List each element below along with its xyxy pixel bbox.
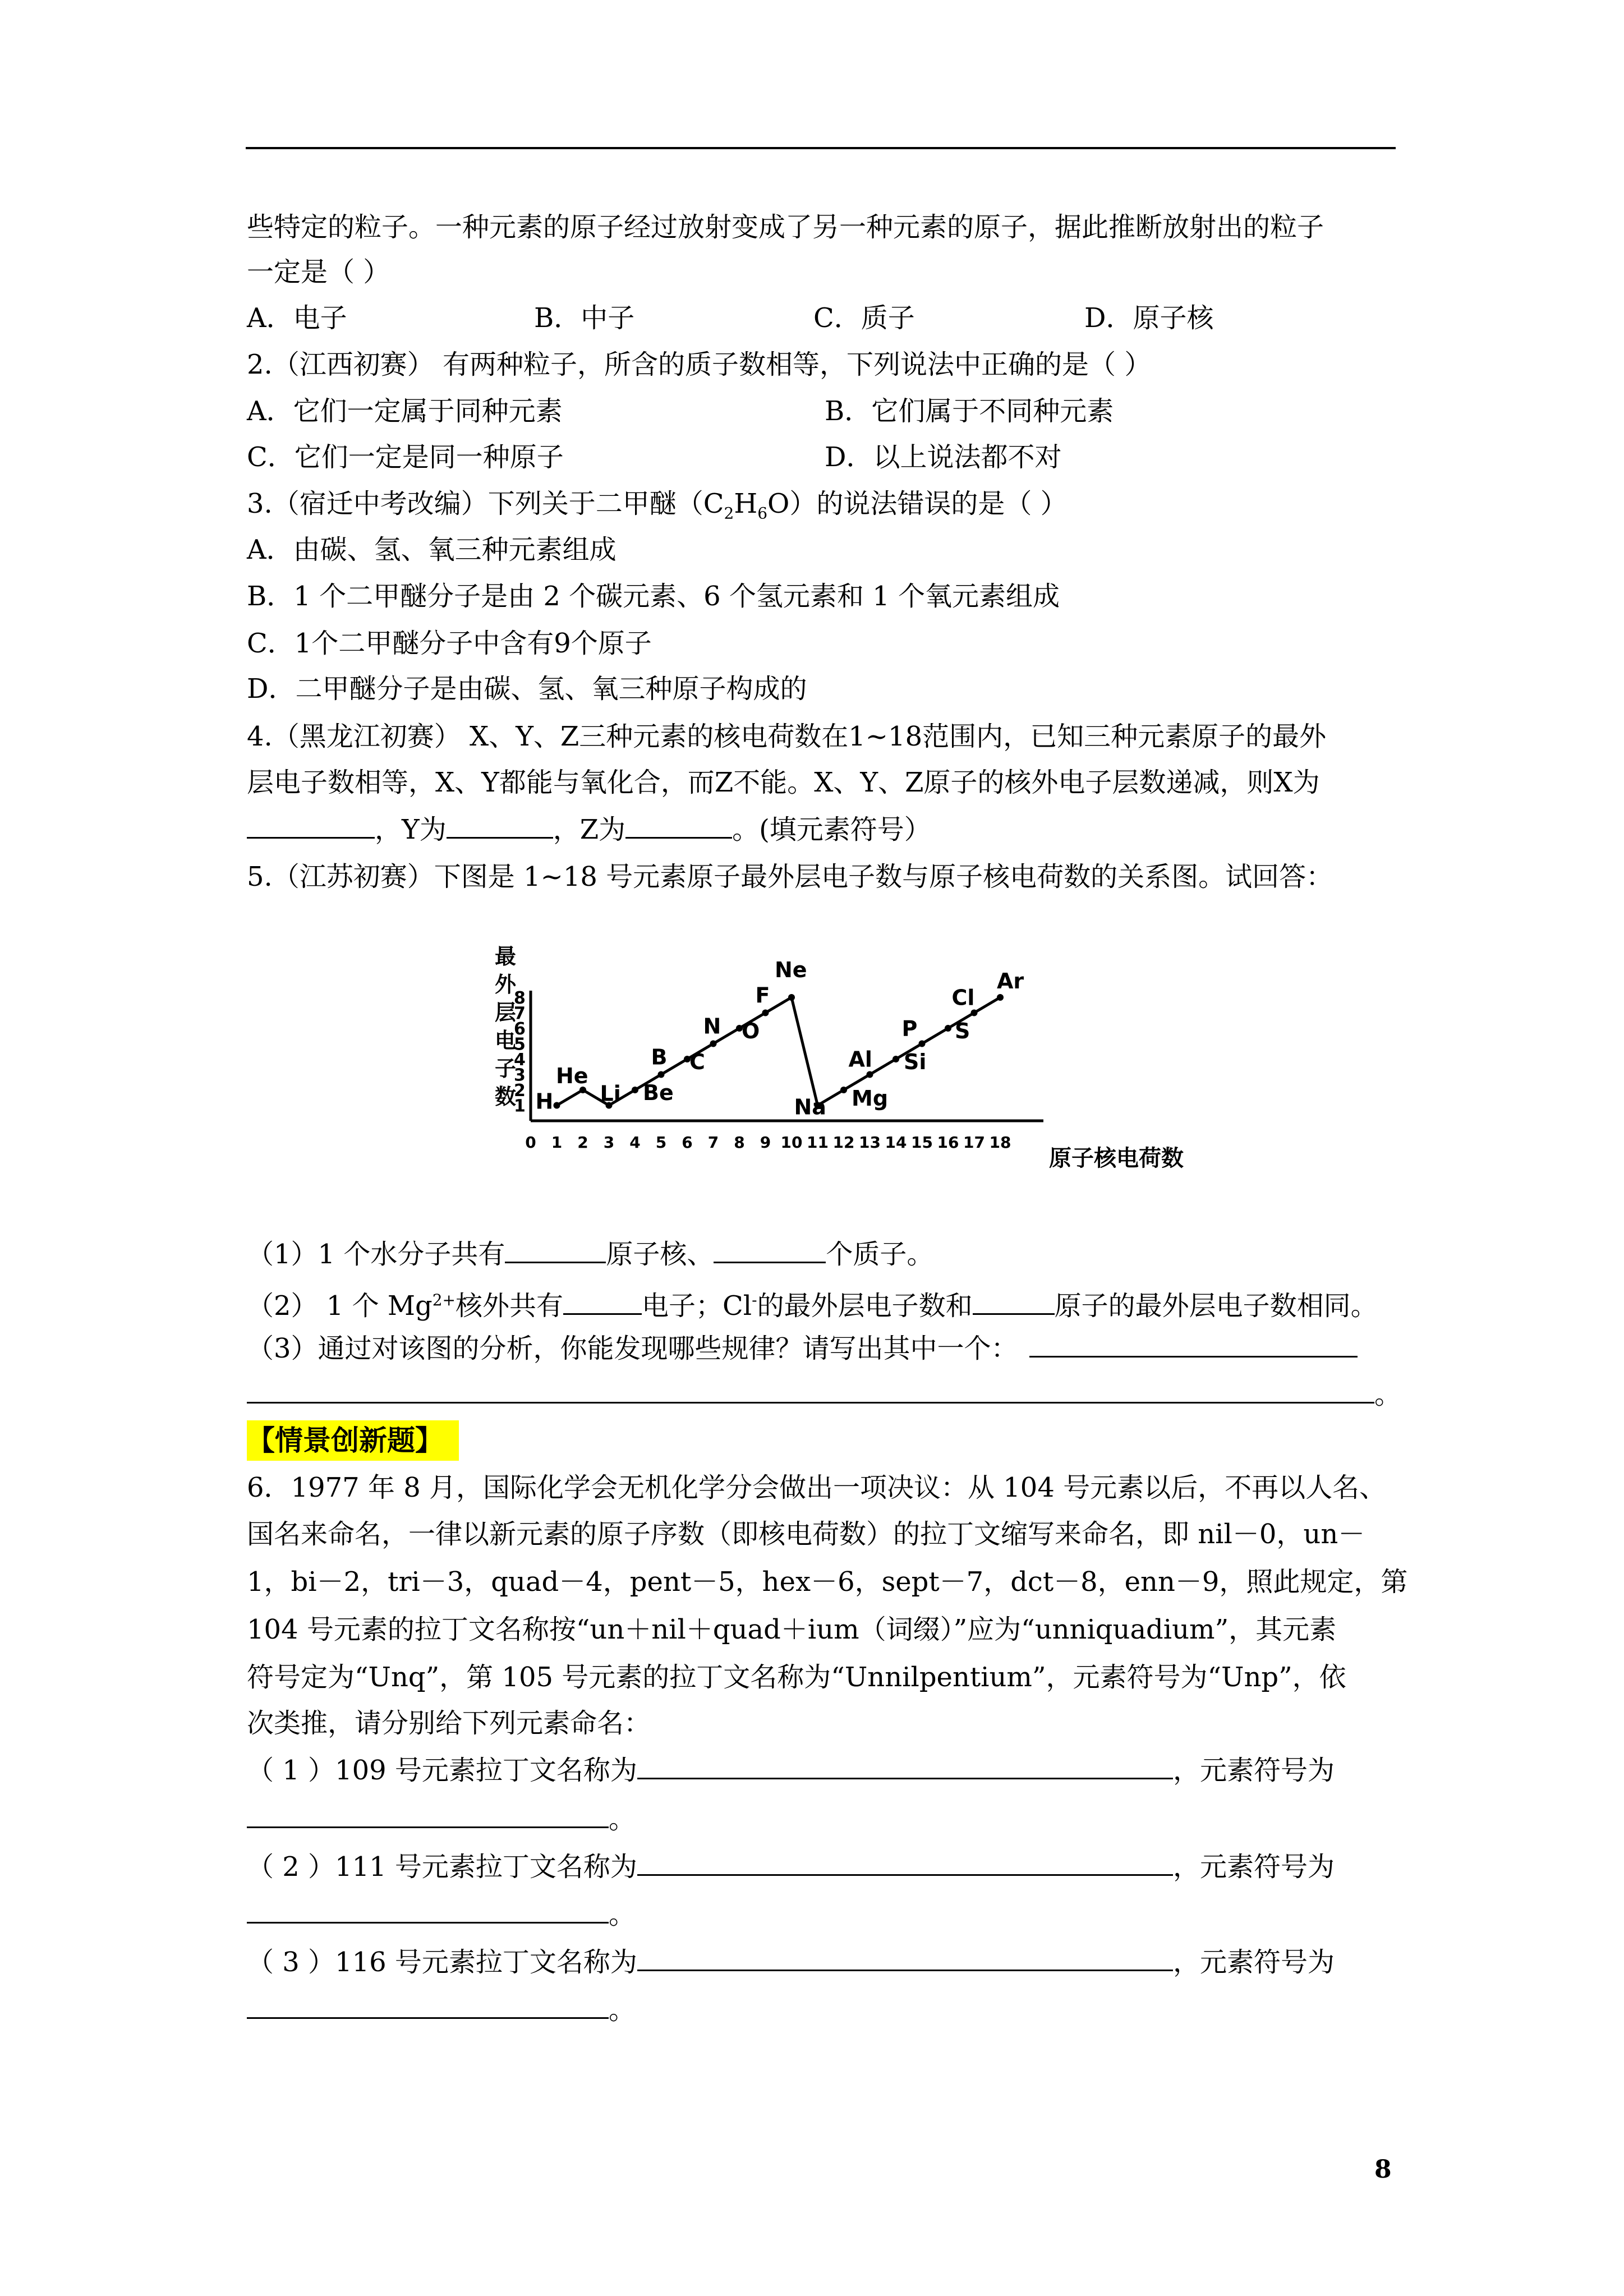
point-label-he: He [556,1064,588,1088]
point-label-h: H [535,1089,554,1114]
q2-option-a[interactable]: A．它们一定属于同种元素 [247,395,563,427]
x-tick-label: 13 [859,1133,881,1152]
y-tick-label: 1 [514,1096,526,1116]
x-tick-label: 12 [832,1133,855,1152]
x-tick-label: 18 [989,1133,1011,1152]
q6-line2: 国名来命名，一律以新元素的原子序数（即核电荷数）的拉丁文缩写来命名，即 nil－0，un－ [247,1519,1365,1550]
q3-option-d[interactable]: D．二甲醚分子是由碳、氢、氧三种原子构成的 [247,673,807,705]
point-label-al: Al [848,1047,872,1072]
x-tick-label: 15 [911,1133,933,1152]
point-label-f: F [755,983,770,1008]
point-label-mg: Mg [852,1086,889,1111]
q6-line5: 符号定为“Unq”，第 105 号元素的拉丁文名称为“Unnilpentium”，元素符号为“Unp”，依 [247,1662,1346,1693]
q3-option-c[interactable]: C．1个二甲醚分子中含有9个原子 [247,628,652,659]
x-tick-label: 17 [963,1133,985,1152]
ylabel-char-3: 层 [495,1000,517,1025]
q6-line1: 6．1977 年 8 月，国际化学会无机化学分会做出一项决议：从 104 号元素以后，不再以人名、 [247,1472,1387,1503]
x-axis-label: 原子核电荷数 [1049,1145,1184,1171]
y-tick-label: 8 [514,988,526,1008]
data-point [554,1102,560,1109]
q5-stem: 5.（江苏初赛）下图是 1~18 号元素原子最外层电子数与原子核电荷数的关系图。试回答： [247,861,1333,892]
q4-line1: 4.（黑龙江初赛） X、Y、Z三种元素的核电荷数在1~18范围内，已知三种元素原子的最外 [247,721,1327,752]
q1-option-b[interactable]: B．中子 [534,302,635,334]
q3-stem: 3.（宿迁中考改编）下列关于二甲醚$(C_2H_6O)$的说法错误的是（ ） [247,488,1068,523]
point-label-n: N [703,1014,721,1039]
ylabel-char-6: 数 [495,1084,517,1109]
x-tick-label: 4 [629,1133,641,1152]
point-label-cl: Cl [951,985,975,1010]
q6-item3-symbol: 。 [247,1993,636,2027]
data-point [892,1056,899,1062]
point-label-si: Si [904,1050,927,1074]
point-label-s: S [955,1019,970,1043]
q6-line3: 1，bi－2，tri－3，quad－4，pent－5，hex－6，sept－7，dct－8，enn－9，照此规定，第 [247,1566,1408,1598]
q5-sub1: （1）1 个水分子共有 原子核、 个质子。 [247,1237,933,1271]
data-points [554,994,1004,1109]
q6-item1-symbol: 。 [247,1802,636,1836]
x-tick-label: 0 [525,1133,536,1152]
section-heading: 【情景创新题】 [247,1420,459,1461]
data-point [710,1041,717,1047]
data-point [632,1087,638,1093]
q1-line2: 一定是（ ） [247,256,390,288]
x-tick-label: 10 [780,1133,803,1152]
x-tick-label: 2 [577,1133,588,1152]
q6-item1-symbol-blank[interactable] [247,1802,609,1828]
point-label-c: C [689,1050,705,1074]
q6-item1: （ 1 ）109 号元素拉丁文名称为 ，元素符号为 [247,1753,1335,1787]
q1-line1: 些特定的粒子。一种元素的原子经过放射变成了另一种元素的原子，据此推断放射出的粒子 [247,211,1324,243]
y-tick-label: 6 [514,1019,526,1039]
y-tick-label: 5 [514,1034,526,1055]
q6-item2: （ 2 ）111 号元素拉丁文名称为 ，元素符号为 [247,1849,1335,1884]
x-tick-label: 3 [603,1133,615,1152]
q5-sub3: （3）通过对该图的分析，你能发现哪些规律？请写出其中一个： [247,1331,1358,1365]
q3-option-a[interactable]: A．由碳、氢、氧三种元素组成 [247,534,617,565]
q2-option-c[interactable]: C．它们一定是同一种原子 [247,441,564,473]
q4-line2: 层电子数相等，X、Y都能与氧化合，而Z不能。X、Y、Z原子的核外电子层数递减，则X为 [247,767,1320,798]
q5-sub2-blank1[interactable] [563,1289,642,1315]
q6-item1-name-blank[interactable] [637,1753,1173,1779]
ylabel-char-2: 外 [495,972,517,997]
q6-item3-name-blank[interactable] [637,1945,1173,1971]
q4-x-blank[interactable] [247,812,375,839]
x-tick-label: 6 [682,1133,693,1152]
y-tick-label: 7 [514,1004,526,1024]
q4-y-blank[interactable] [447,812,553,839]
data-point [788,994,795,1001]
q6-line6: 次类推，请分别给下列元素命名： [247,1708,651,1739]
q6-item2-symbol: 。 [247,1897,636,1931]
x-tick-label: 7 [707,1133,719,1152]
q5-sub1-blank1[interactable] [505,1237,606,1263]
data-point [658,1071,665,1078]
x-tick-label: 11 [807,1133,829,1152]
x-tick-label: 9 [760,1133,771,1152]
page-number: 8 [1374,2155,1392,2184]
data-point [971,1010,978,1016]
q5-sub3-blank1[interactable] [1029,1331,1358,1358]
point-label-li: Li [600,1081,621,1106]
q1-option-a[interactable]: A．电子 [247,302,347,334]
series-line [557,997,1001,1106]
y-tick-label: 2 [514,1081,526,1101]
q5-sub1-blank2[interactable] [714,1237,826,1263]
point-label-be: Be [643,1080,674,1105]
ylabel-char-5: 子 [495,1056,517,1081]
data-point [945,1025,951,1032]
header-rule [246,147,1396,149]
data-point [867,1071,873,1078]
q5-sub2-blank2[interactable] [973,1289,1055,1315]
data-point [762,1010,769,1016]
point-label-o: O [742,1019,760,1043]
ylabel-char-4: 电 [495,1028,517,1053]
ylabel-char-1: 最 [495,944,517,969]
x-tick-label: 5 [655,1133,667,1152]
point-label-ne: Ne [775,958,807,982]
q1-option-c[interactable]: C．质子 [813,302,915,334]
data-point [840,1087,847,1093]
q5-sub2: （2） 1 个 $Mg^{2+}$核外共有 电子；Cl-的最外层电子数和 原子的最外层电子数相同。 [247,1283,1378,1323]
y-tick-label: 3 [514,1065,526,1085]
y-tick-label: 4 [514,1050,526,1070]
q6-item3: （ 3 ）116 号元素拉丁文名称为 ，元素符号为 [247,1945,1335,1979]
q3-option-b[interactable]: B．1 个二甲醚分子是由 2 个碳元素、6 个氢元素和 1 个氧元素组成 [247,581,1060,612]
y-ticks [514,988,526,1116]
q4-z-blank[interactable] [625,812,732,839]
q6-line4: 104 号元素的拉丁文名称按“un＋nil＋quad＋ium（词缀）”应为“unniquadium”，其元素 [247,1614,1337,1645]
x-tick-label: 14 [885,1133,907,1152]
q2-stem: 2.（江西初赛） 有两种粒子，所含的质子数相等，下列说法中正确的是（ ） [247,349,1152,380]
point-label-ar: Ar [997,969,1024,993]
x-tick-label: 8 [734,1133,745,1152]
data-point [919,1041,926,1047]
x-ticks [525,1133,1011,1152]
q2-option-d[interactable]: D．以上说法都不对 [825,441,1062,473]
point-label-na: Na [794,1094,826,1120]
q4-line3: ，Y为 ，Z为 。(填元素符号） [247,812,931,846]
x-tick-label: 1 [551,1133,563,1152]
electron-chart [482,931,1234,1189]
q6-item3-symbol-blank[interactable] [247,1993,609,2019]
q1-option-d[interactable]: D．原子核 [1084,302,1214,334]
q6-item2-symbol-blank[interactable] [247,1897,609,1924]
q5-sub3-cont: 。 [247,1377,1401,1411]
x-tick-label: 16 [937,1133,959,1152]
point-label-b: B [651,1045,668,1070]
q5-sub3-blank2[interactable] [247,1377,1374,1404]
q2-option-b[interactable]: B．它们属于不同种元素 [825,395,1114,427]
data-point [997,994,1004,1001]
element-labels [536,958,1024,1120]
point-label-p: P [901,1016,918,1041]
q6-item2-name-blank[interactable] [637,1849,1173,1876]
